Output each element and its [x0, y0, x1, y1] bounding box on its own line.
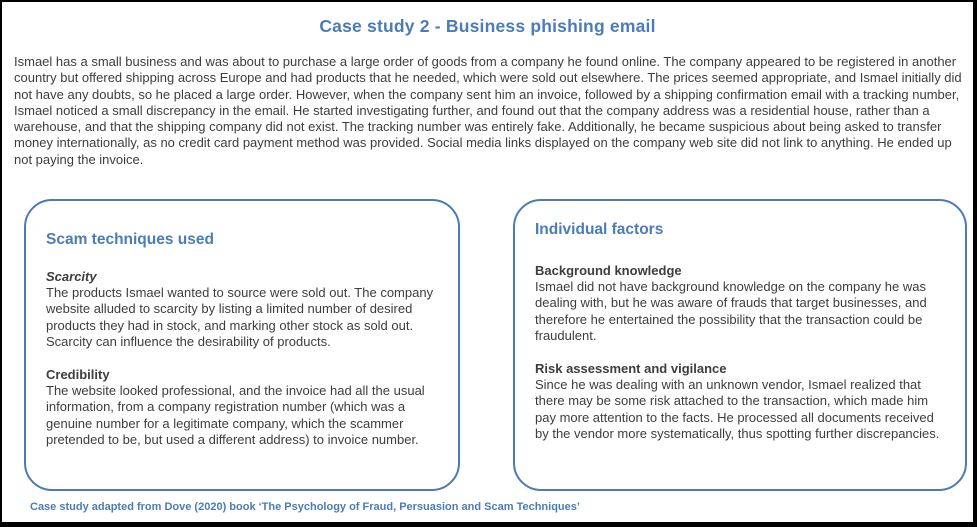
background-knowledge-body: Ismael did not have background knowledge on the company he was dealing with, but he was aware of frauds that target businesses, and therefore he entertained the possibility that the transaction could be fraudulent. [535, 279, 927, 343]
credibility-section [46, 367, 438, 448]
intro-paragraph: Ismael has a small business and was about to purchase a large order of goods from a company he found online. The company appeared to be registered in another country but offered shipping across Europe and had products that he needed, which were sold out elsewhere. The prices seemed appropriate, and Ismael initially did not have any doubts, so he placed a large order. However, when the company sent him an invoice, followed by a shipping confirmation email with a tracking number, Ismael noticed a small discrepancy in the email. He started investigating further, and found out that the company address was a residential house, rather than a warehouse, and that the shipping company did not exist. The tracking number was entirely fake. Additionally, he became suspicious about being asked to transfer money internationally, as no credit card payment method was provided. Social media links displayed on the company web site did not link to anything. He ended up not paying the invoice. [14, 54, 962, 167]
risk-assessment-section [535, 361, 945, 442]
scam-techniques-box [24, 199, 460, 491]
credibility-title: Credibility [46, 367, 110, 383]
source-attribution: Case study adapted from Dove (2020) book ‘The Psychology of Fraud, Persuasion and Scam Techniques’ [30, 501, 580, 513]
risk-assessment-body: Since he was dealing with an unknown vendor, Ismael realized that there may be some risk attached to the transaction, which made him pay more attention to the facts. He processed all documents received by the vendor more systematically, thus spotting further discrepancies. [535, 377, 940, 442]
background-knowledge-title: Background knowledge [535, 263, 682, 278]
scarcity-body: The products Ismael wanted to source were sold out. The company website alluded to scarcity by listing a limited number of desired products they had in stock, and marking other stock as sold out. Scarcity can influence the desirability of products. [46, 285, 434, 349]
scam-techniques-heading: Scam techniques used [46, 231, 214, 248]
credibility-body: The website looked professional, and the invoice had all the usual information, from a company registration number (which was a genuine number for a legitimate company, which the scammer pretended to be, but used a different address) to invoice number. [46, 383, 425, 448]
background-knowledge-section [535, 263, 945, 344]
page-title: Case study 2 - Business phishing email [319, 16, 656, 36]
risk-assessment-title: Risk assessment and vigilance [535, 361, 727, 377]
scarcity-section [46, 269, 438, 350]
scarcity-title: Scarcity [46, 269, 97, 284]
individual-factors-box [513, 199, 967, 491]
individual-factors-heading: Individual factors [535, 221, 664, 238]
